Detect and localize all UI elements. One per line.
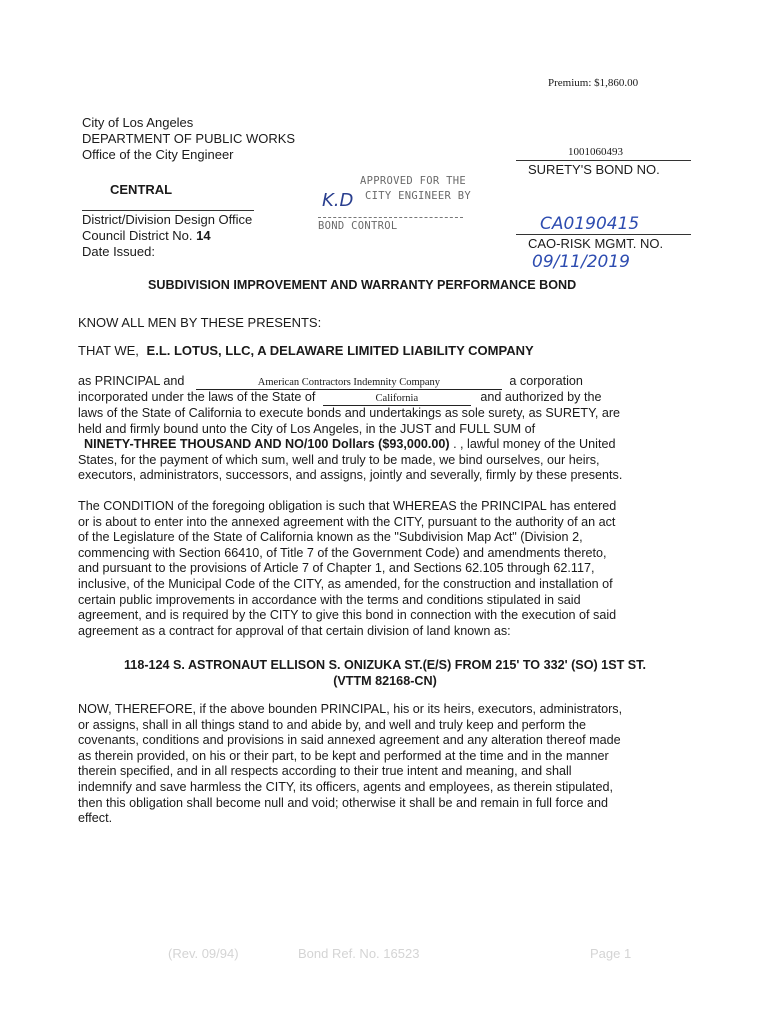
know-all-men: KNOW ALL MEN BY THESE PRESENTS: bbox=[78, 315, 322, 330]
corporation-label: a corporation bbox=[509, 374, 583, 388]
para2-line: agreement, and is required by the CITY to give this bond in connection with the execution of said bbox=[78, 608, 617, 623]
condition-paragraph bbox=[78, 499, 690, 639]
council-number: 14 bbox=[196, 228, 211, 243]
para1-line4: held and firmly bound unto the City of Los Angeles, in the JUST and FULL SUM of bbox=[78, 421, 536, 436]
para2-line: certain public improvements in accordance with the terms and conditions stipulated in said bbox=[78, 592, 581, 607]
para3-line: indemnify and save harmless the CITY, its officers, agents and employees, as therein stipulated, bbox=[78, 779, 614, 794]
surety-company-field: American Contractors Indemnity Company bbox=[196, 377, 502, 390]
city-name: City of Los Angeles bbox=[82, 115, 194, 130]
property-description-line1: 118-124 S. ASTRONAUT ELLISON S. ONIZUKA ST.(E/S) FROM 215' TO 332' (SO) 1ST ST. bbox=[124, 658, 646, 672]
that-we-label: THAT WE, bbox=[78, 343, 139, 358]
para3-line: as therein provided, on his or their part, to be kept and performed at the time and in the manner bbox=[78, 748, 609, 763]
now-therefore-paragraph bbox=[78, 702, 690, 827]
para2-line: or is about to enter into the annexed agreement with the CITY, pursuant to the authority of an act bbox=[78, 514, 616, 529]
surety-bond-number: 1001060493 bbox=[568, 146, 623, 158]
cao-number-handwritten: CA0190415 bbox=[540, 214, 640, 234]
date-issued-label: Date Issued: bbox=[82, 244, 155, 259]
footer-bond-ref: Bond Ref. No. 16523 bbox=[298, 946, 420, 961]
authorized-label: and authorized by the bbox=[480, 390, 602, 404]
principal-label: as PRINCIPAL and bbox=[78, 374, 185, 388]
office-name: Office of the City Engineer bbox=[82, 147, 234, 162]
state-field: California bbox=[323, 393, 471, 406]
principal-name: E.L. LOTUS, LLC, A DELAWARE LIMITED LIABILITY COMPANY bbox=[146, 343, 534, 358]
para3-line: then this obligation shall become null and void; otherwise it shall be and remain in full force and bbox=[78, 795, 608, 810]
stamp-line-engineer: CITY ENGINEER BY bbox=[365, 190, 471, 202]
para1-line6: States, for the payment of which sum, well and truly to be made, we bind ourselves, our heirs, bbox=[78, 452, 600, 467]
footer-revision: (Rev. 09/94) bbox=[168, 946, 239, 961]
document-title: SUBDIVISION IMPROVEMENT AND WARRANTY PERFORMANCE BOND bbox=[148, 278, 577, 292]
stamp-line-bond-control: BOND CONTROL bbox=[318, 220, 398, 232]
surety-bond-underline bbox=[516, 160, 691, 161]
district-underline bbox=[82, 210, 254, 211]
surety-bond-label: SURETY'S BOND NO. bbox=[528, 162, 660, 177]
footer-page: Page 1 bbox=[590, 946, 632, 961]
para3-line: therein specified, and in all respects according to their true intent and meaning, and shall bbox=[78, 764, 572, 779]
para1-line3: laws of the State of California to execute bonds and undertakings as sole surety, as SURETY, are bbox=[78, 406, 621, 420]
lawful-money-text: . , lawful money of the United bbox=[453, 437, 616, 452]
para3-line: effect. bbox=[78, 811, 113, 826]
para2-line: agreement as a contract for approval of that certain division of land known as: bbox=[78, 623, 511, 638]
stamp-line-approved: APPROVED FOR THE bbox=[360, 175, 466, 187]
premium-amount: Premium: $1,860.00 bbox=[548, 77, 639, 89]
district-label: District/Division Design Office bbox=[82, 212, 253, 227]
property-description-line2: (VTTM 82168-CN) bbox=[333, 674, 437, 688]
cao-label: CAO-RISK MGMT. NO. bbox=[528, 236, 664, 251]
para2-line: inclusive, of the Municipal Code of the CITY, as amended, for the construction and installation of bbox=[78, 576, 613, 591]
bond-amount: NINETY-THREE THOUSAND AND NO/100 Dollars ($93,000.00) bbox=[84, 437, 450, 452]
para1-line7: executors, administrators, successors, and assigns, jointly and severally, firmly by these presents. bbox=[78, 468, 623, 483]
para3-line: NOW, THEREFORE, if the above bounden PRINCIPAL, his or its heirs, executors, administrators, bbox=[78, 702, 623, 716]
council-district bbox=[82, 228, 211, 244]
para2-line: The CONDITION of the foregoing obligation is such that WHEREAS the PRINCIPAL has entered bbox=[78, 499, 617, 513]
para2-line: and pursuant to the provisions of Article 7 of Chapter 1, and Sections 62.105 through 62.117, bbox=[78, 561, 595, 576]
obligation-paragraph bbox=[78, 374, 690, 484]
para3-line: or assigns, shall in all things stand to and abide by, and well and truly keep and perform the bbox=[78, 717, 587, 732]
para2-line: commencing with Section 66410, of Title 7 of the Government Code) and amendments thereto, bbox=[78, 545, 607, 560]
stamp-initials-signature: K.D bbox=[322, 190, 354, 211]
cao-underline bbox=[516, 234, 691, 235]
para2-line: of the Legislature of the State of California known as the "Subdivision Map Act" (Division 2, bbox=[78, 530, 583, 545]
stamp-signature-line bbox=[318, 217, 463, 218]
incorporated-label: incorporated under the laws of the State of bbox=[78, 390, 316, 404]
district-name: CENTRAL bbox=[110, 182, 173, 197]
council-label: Council District No. bbox=[82, 228, 193, 243]
department-name: DEPARTMENT OF PUBLIC WORKS bbox=[82, 131, 296, 146]
that-we-line bbox=[78, 343, 534, 359]
para3-line: covenants, conditions and provisions in said annexed agreement and any alteration thereof made bbox=[78, 733, 621, 748]
issue-date-handwritten: 09/11/2019 bbox=[532, 252, 630, 272]
